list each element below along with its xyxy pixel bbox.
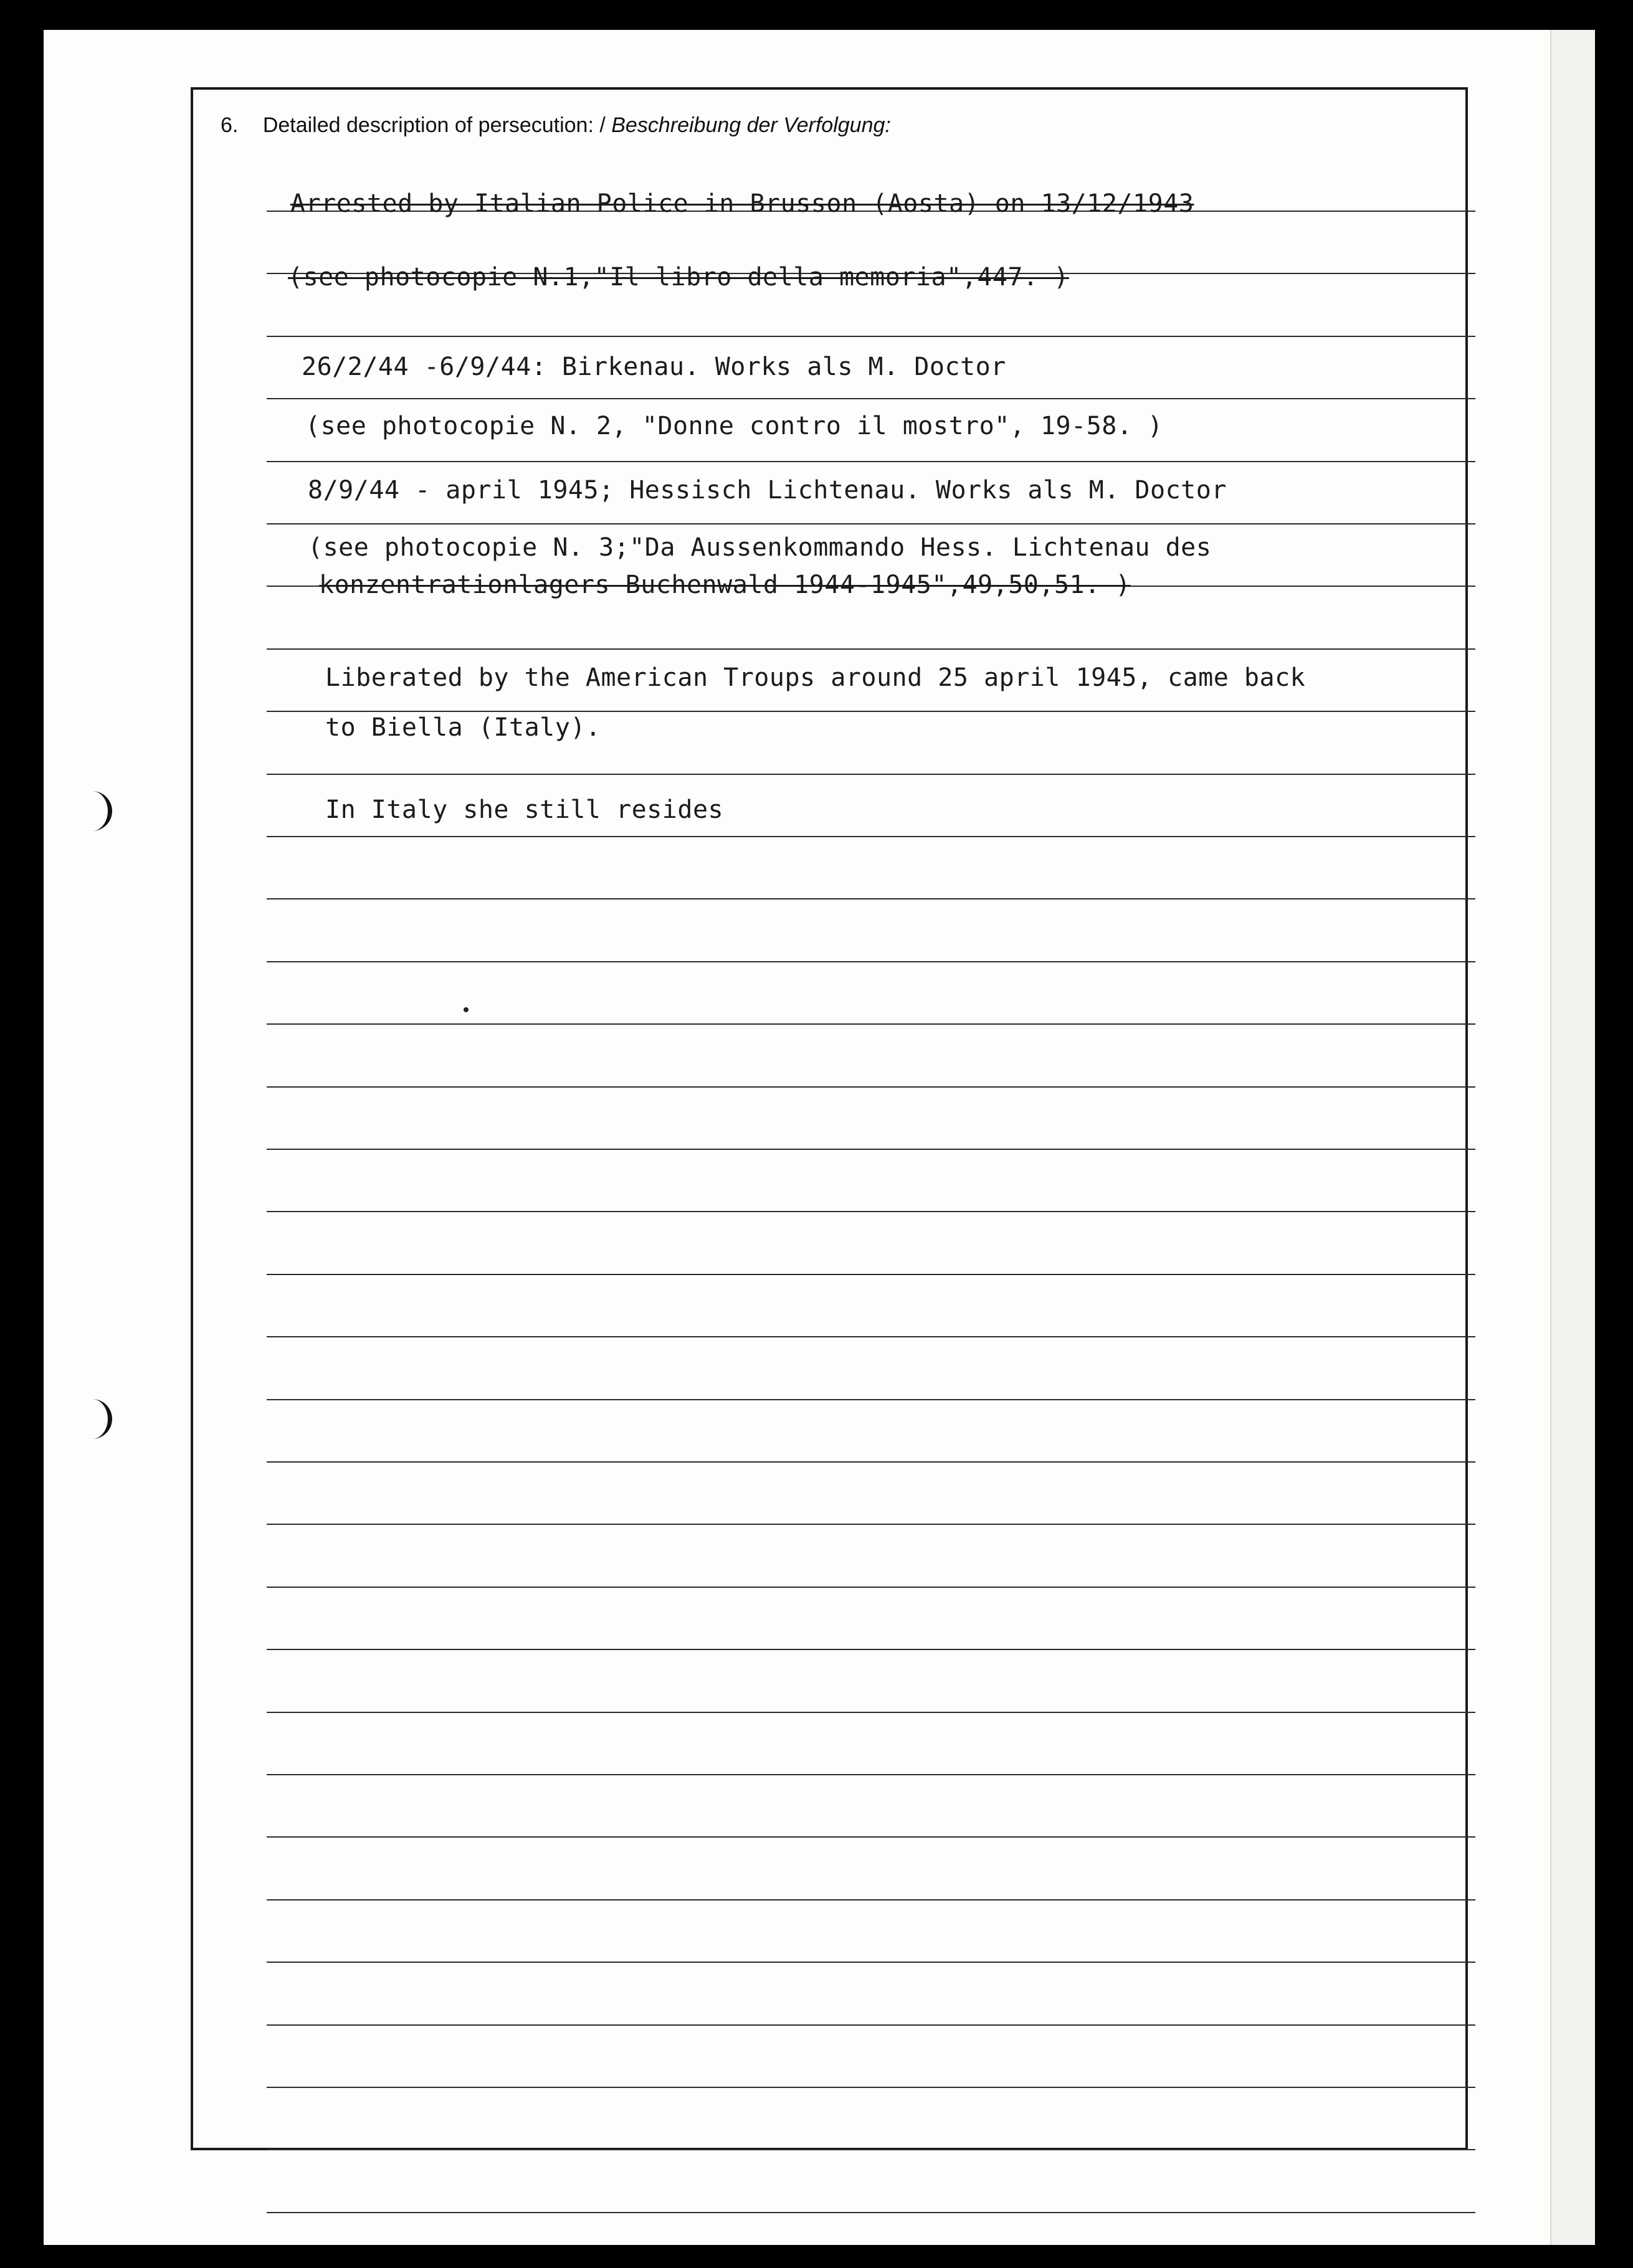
writing-rule-line bbox=[267, 1086, 1475, 1088]
typed-line: 26/2/44 -6/9/44: Birkenau. Works als M. Doctor bbox=[302, 353, 1006, 381]
writing-rule-line bbox=[267, 1149, 1475, 1150]
typed-line: 8/9/44 - april 1945; Hessisch Lichtenau. Works als M. Doctor bbox=[308, 476, 1227, 505]
section-heading bbox=[221, 113, 891, 138]
writing-rule-line bbox=[267, 2087, 1475, 2088]
writing-rule-line bbox=[267, 1836, 1475, 1838]
writing-rule-line bbox=[267, 1211, 1475, 1212]
writing-rule-line bbox=[267, 398, 1475, 399]
writing-rule-line bbox=[267, 1461, 1475, 1463]
typed-line: konzentrationlagers Buchenwald 1944-1945",49,50,51. ) bbox=[319, 571, 1131, 599]
typed-line: In Italy she still resides bbox=[325, 795, 724, 824]
writing-rule-line bbox=[267, 1587, 1475, 1588]
typed-line: Arrested by Italian Police in Brusson (Aosta) on 13/12/1943 bbox=[290, 189, 1194, 218]
writing-rule-line bbox=[267, 2149, 1475, 2150]
writing-rule-line bbox=[267, 1962, 1475, 1963]
writing-rule-line bbox=[267, 1649, 1475, 1650]
typed-line: (see photocopie N. 3;"Da Aussenkommando Hess. Lichtenau des bbox=[308, 533, 1212, 562]
writing-rule-line bbox=[267, 2212, 1475, 2213]
writing-rule-line bbox=[267, 1899, 1475, 1900]
typed-line: Liberated by the American Troups around 25 april 1945, came back bbox=[325, 663, 1306, 692]
writing-rule-line bbox=[267, 836, 1475, 837]
writing-rule-line bbox=[267, 648, 1475, 650]
typed-line: to Biella (Italy). bbox=[325, 713, 601, 742]
section-label-english: Detailed description of persecution: / bbox=[262, 113, 606, 137]
writing-rule-line bbox=[267, 2024, 1475, 2026]
writing-rule-line bbox=[267, 898, 1475, 899]
writing-rule-line bbox=[267, 961, 1475, 962]
writing-rule-line bbox=[267, 1023, 1475, 1025]
section-number: 6. bbox=[221, 113, 239, 137]
section-label-german: Beschreibung der Verfolgung: bbox=[611, 113, 891, 137]
writing-rule-line bbox=[267, 711, 1475, 712]
writing-rule-line bbox=[267, 1399, 1475, 1400]
writing-rule-line bbox=[267, 523, 1475, 524]
writing-rule-line bbox=[267, 1774, 1475, 1775]
writing-rule-line bbox=[267, 774, 1475, 775]
writing-rule-line bbox=[267, 461, 1475, 462]
writing-rule-line bbox=[267, 1712, 1475, 1713]
writing-rule-line bbox=[267, 1524, 1475, 1525]
page-edge-shadow bbox=[1550, 30, 1595, 2245]
form-section-box bbox=[191, 87, 1468, 2150]
typed-line: (see photocopie N. 2, "Donne contro il mostro", 19-58. ) bbox=[305, 412, 1163, 440]
writing-rule-line bbox=[267, 1336, 1475, 1337]
writing-rule-line bbox=[267, 336, 1475, 337]
typed-line: (see photocopie N.1,"Il libro della memoria",447. ) bbox=[288, 263, 1069, 292]
writing-rule-line bbox=[267, 1274, 1475, 1275]
